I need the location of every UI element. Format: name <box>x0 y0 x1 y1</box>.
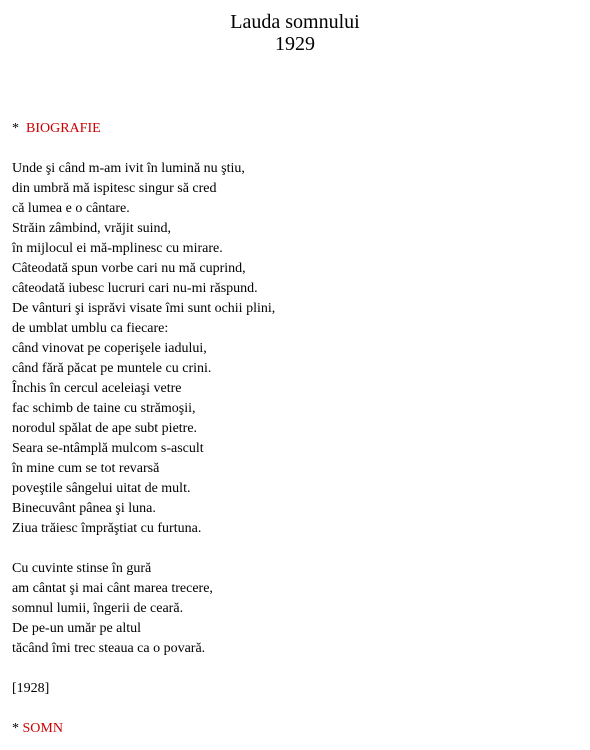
somn-heading <box>12 719 63 739</box>
page-header <box>0 11 590 55</box>
poem-line: fac schimb de taine cu strămoşii, <box>12 401 196 416</box>
poem-line: De pe-un umăr pe altul <box>12 621 142 636</box>
poem-line: în mijlocul ei mă-mplinesc cu mirare. <box>12 241 223 256</box>
poem-line: de umblat umblu ca fiecare: <box>12 321 169 336</box>
poem-line: din umbră mă ispitesc singur să cred <box>12 181 217 196</box>
poem-line: tăcând îmi trec steaua ca o povară. <box>12 641 206 656</box>
collection-year: 1929 <box>275 33 315 55</box>
poem-line: Cu cuvinte stinse în gură <box>12 561 152 576</box>
poem-line: Ziua trăiesc împrăştiat cu furtuna. <box>12 521 202 536</box>
poem-line: în mine cum se tot revarsă <box>12 461 160 476</box>
biografie-heading <box>12 119 101 139</box>
asterisk-marker: * <box>12 121 19 136</box>
poem-line: Câteodată spun vorbe cari nu mă cuprind, <box>12 261 246 276</box>
poem-date: [1928] <box>12 681 50 696</box>
poem-line: că lumea e o cântare. <box>12 201 130 216</box>
somn-link[interactable]: SOMN <box>22 721 63 736</box>
asterisk-marker: * <box>12 721 19 736</box>
poem-line: când vinovat pe coperişele iadului, <box>12 341 207 356</box>
poem-line: câteodată iubesc lucruri cari nu-mi răspund. <box>12 281 258 296</box>
poem-line: am cântat şi mai cânt marea trecere, <box>12 581 213 596</box>
poem-stanza-2 <box>12 559 213 659</box>
poem-line: De vânturi şi isprăvi visate îmi sunt ochii plini, <box>12 301 276 316</box>
poem-line: Unde şi când m-am ivit în lumină nu ştiu, <box>12 161 245 176</box>
poem-line: Binecuvânt pânea şi luna. <box>12 501 156 516</box>
poem-line: Seara se-ntâmplă mulcom s-ascult <box>12 441 204 456</box>
poem-collection-title: Lauda somnului <box>230 11 360 33</box>
poem-stanza-1 <box>12 159 275 539</box>
biografie-link[interactable]: BIOGRAFIE <box>26 121 101 136</box>
poem-line: când fără păcat pe muntele cu crini. <box>12 361 212 376</box>
poem-line: Străin zâmbind, vrăjit suind, <box>12 221 172 236</box>
poem-line: norodul spălat de ape subt pietre. <box>12 421 198 436</box>
poem-line: somnul lumii, îngerii de ceară. <box>12 601 184 616</box>
poem-line: poveştile sângelui uitat de mult. <box>12 481 191 496</box>
poem-line: Închis în cercul aceleiaşi vetre <box>12 381 182 396</box>
